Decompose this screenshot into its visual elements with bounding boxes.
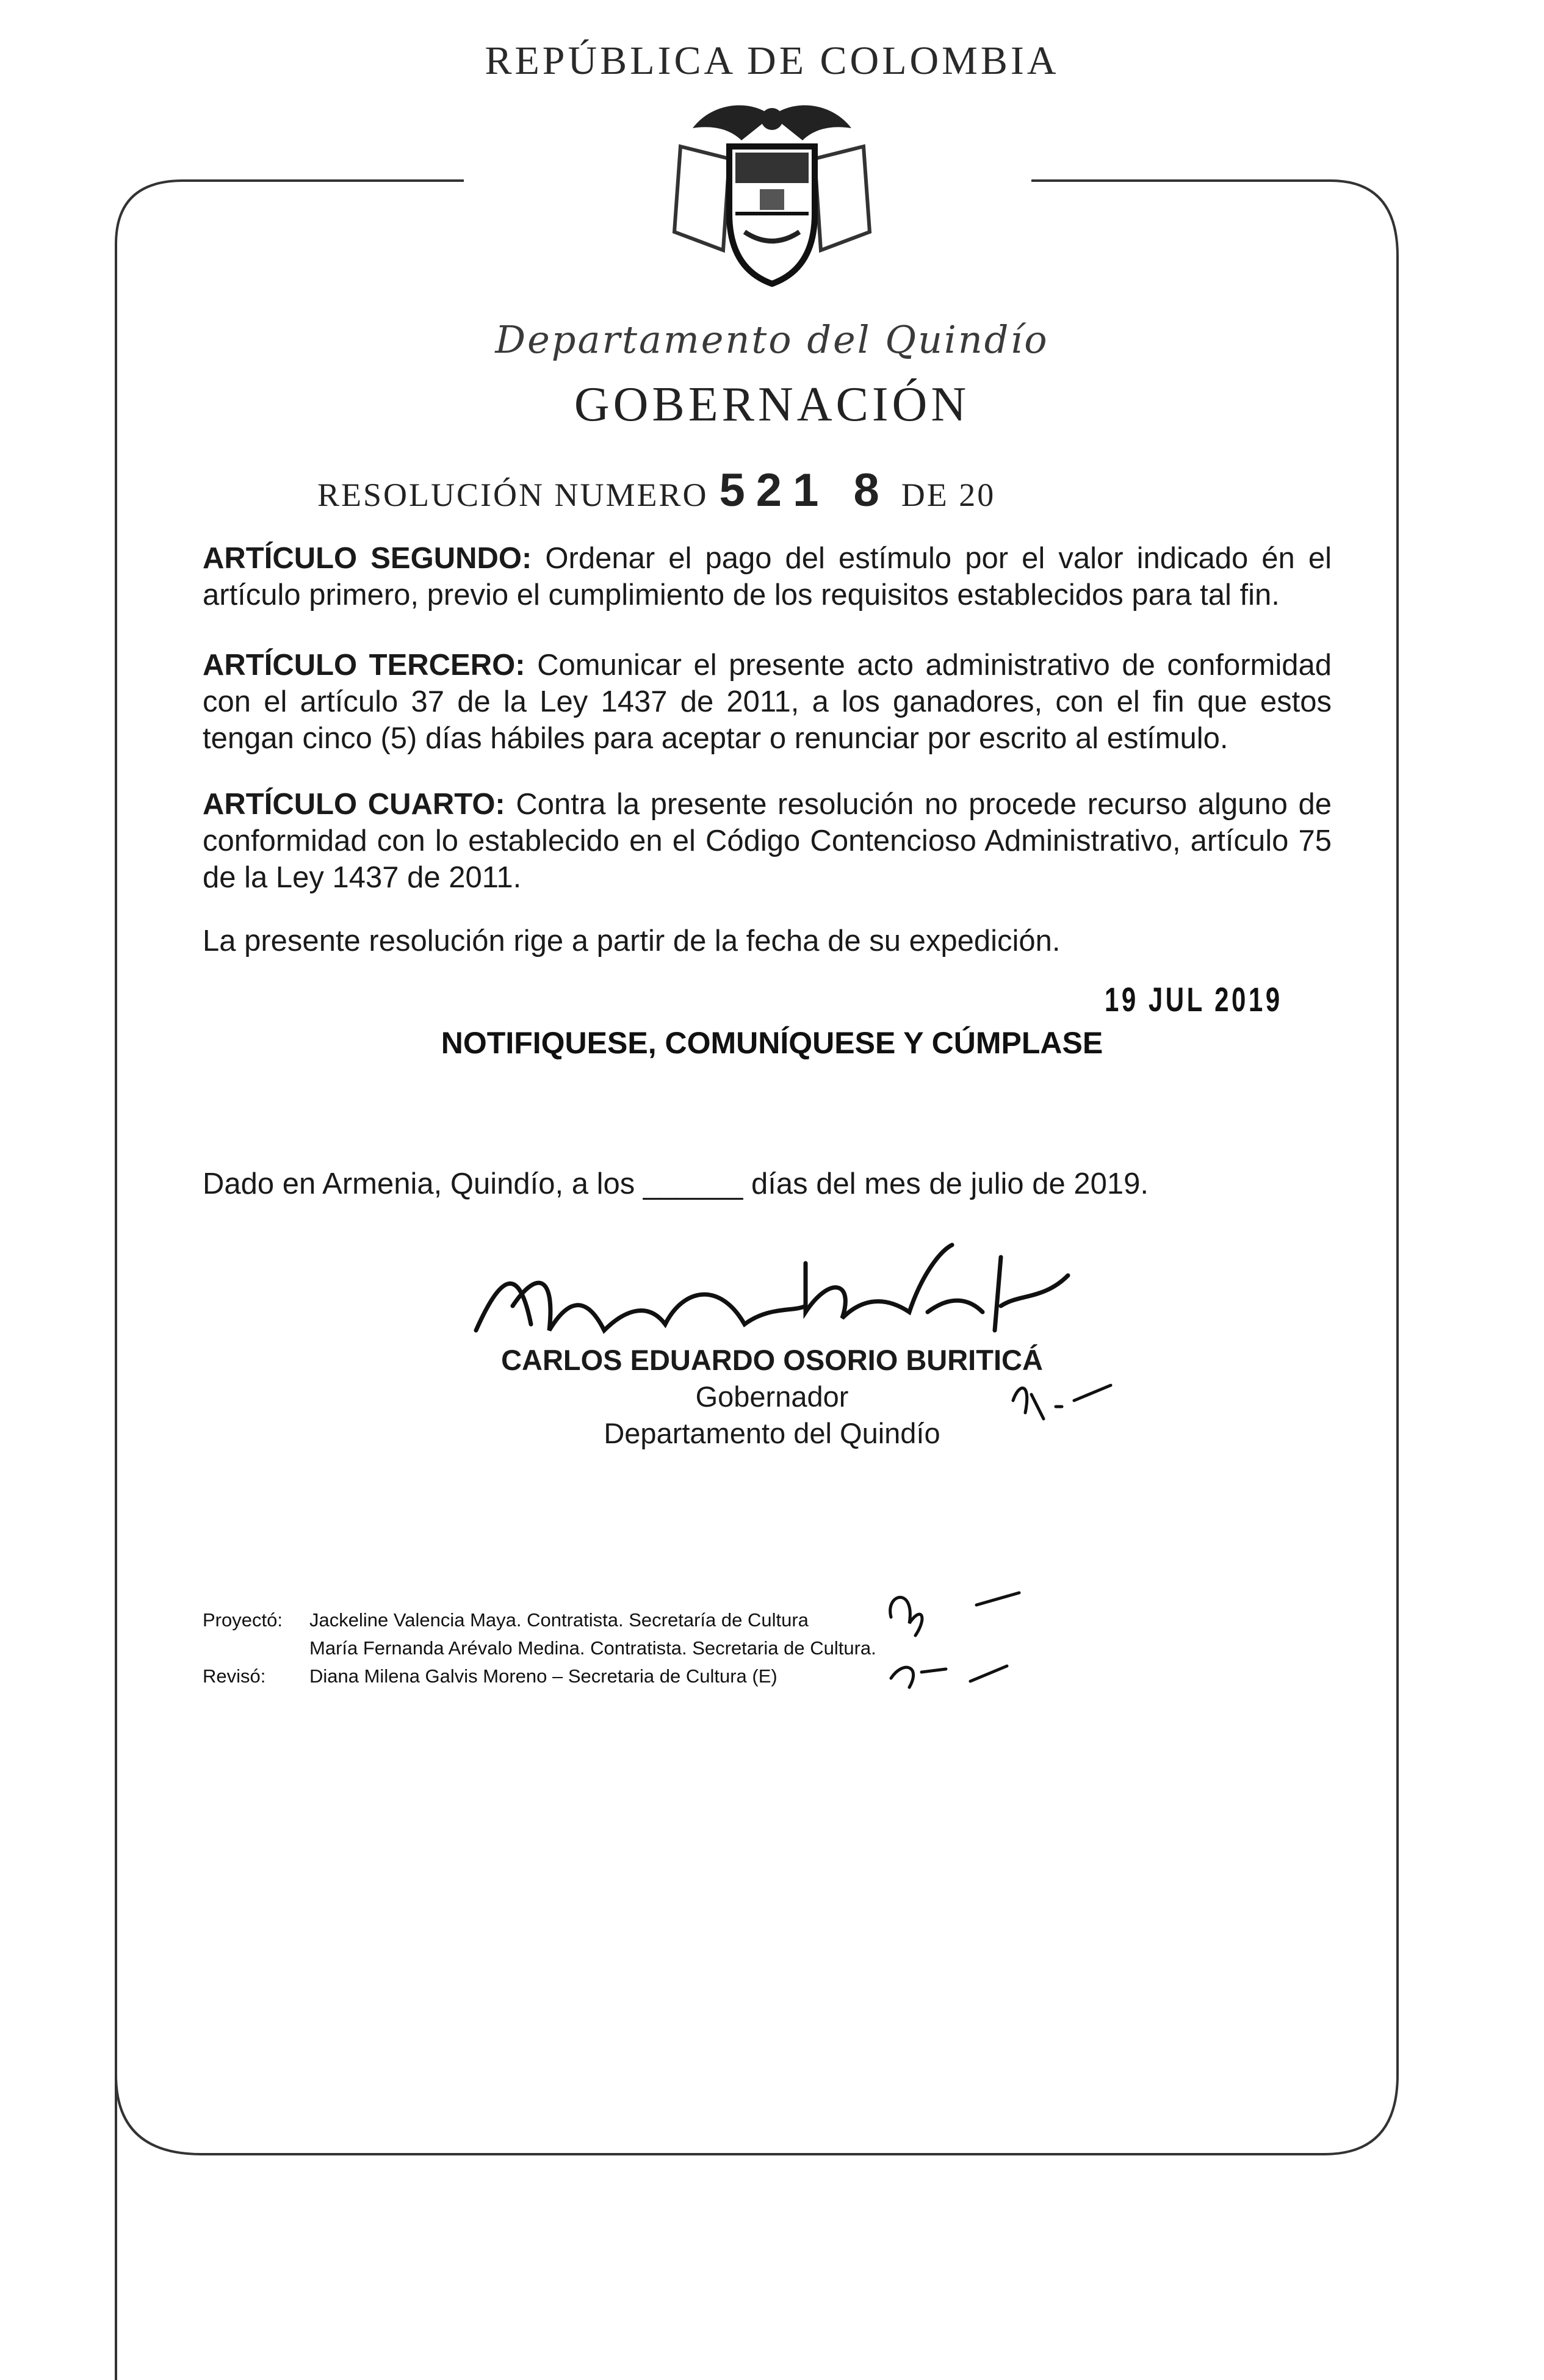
- article-text: Comunicar el presente acto administrativo de conformidad con el artículo 37 de la Ley 1437 de 2011, a los ganadores, con el fin que estos tengan cinco (5) días hábiles para aceptar o renunciar por escrito al estímulo.: [203, 649, 1332, 755]
- resolution-number: 521 8: [719, 464, 890, 516]
- given-after: días del mes de julio de 2019.: [751, 1167, 1149, 1200]
- country-heading: REPÚBLICA DE COLOMBIA: [485, 38, 1059, 83]
- resolution-line: [317, 464, 995, 517]
- resolution-label: RESOLUCIÓN NUMERO: [317, 477, 709, 513]
- article-heading: ARTÍCULO CUARTO:: [203, 788, 505, 821]
- footer-projected-1: [203, 1606, 809, 1634]
- coat-of-arms-icon: [644, 92, 900, 293]
- footer-initials: [879, 1581, 1074, 1697]
- given-before: Dado en Armenia, Quindío, a los: [203, 1167, 635, 1200]
- signatory-name: CARLOS EDUARDO OSORIO BURITICÁ: [501, 1344, 1043, 1376]
- article-text: Contra la presente resolución no procede recurso alguno de conformidad con lo establecido en el Código Contencioso Administrativo, artículo 75 de la Ley 1437 de 2011.: [203, 788, 1332, 894]
- article-cuarto: [203, 786, 1332, 896]
- given-line: [203, 1166, 1149, 1202]
- date-stamp: 19 JUL 2019: [1105, 980, 1283, 1019]
- footer-projected-2: [203, 1634, 876, 1662]
- resolution-year: DE 20: [901, 477, 996, 513]
- article-heading: ARTÍCULO TERCERO:: [203, 649, 525, 682]
- signatory-department: Departamento del Quindío: [604, 1417, 940, 1449]
- reviewed-label: Revisó:: [203, 1665, 266, 1687]
- article-tercero: [203, 647, 1332, 757]
- office-heading: GOBERNACIÓN: [574, 378, 970, 431]
- article-text: Ordenar el pago del estímulo por el valor indicado én el artículo primero, previo el cumplimiento de los requisitos establecidos para tal fin.: [203, 542, 1332, 611]
- initials-mark: [1007, 1376, 1117, 1425]
- projected-label: Proyectó:: [203, 1609, 283, 1631]
- handwritten-signature: [464, 1239, 1086, 1343]
- projected-name-2: María Fernanda Arévalo Medina. Contratista. Secretaria de Cultura.: [309, 1637, 876, 1659]
- reviewed-name: Diana Milena Galvis Moreno – Secretaria de Cultura (E): [309, 1665, 777, 1687]
- notify-heading: NOTIFIQUESE, COMUNÍQUESE Y CÚMPLASE: [441, 1026, 1103, 1060]
- signatory-role: Gobernador: [695, 1380, 849, 1413]
- projected-name-1: Jackeline Valencia Maya. Contratista. Secretaría de Cultura: [309, 1609, 809, 1631]
- department-name: Departamento del Quindío: [495, 317, 1049, 362]
- validity-statement: La presente resolución rige a partir de la fecha de su expedición.: [203, 925, 1061, 957]
- article-segundo: [203, 540, 1332, 613]
- footer-reviewed: [203, 1662, 777, 1690]
- article-heading: ARTÍCULO SEGUNDO:: [203, 542, 532, 575]
- given-blank: ______: [643, 1167, 743, 1200]
